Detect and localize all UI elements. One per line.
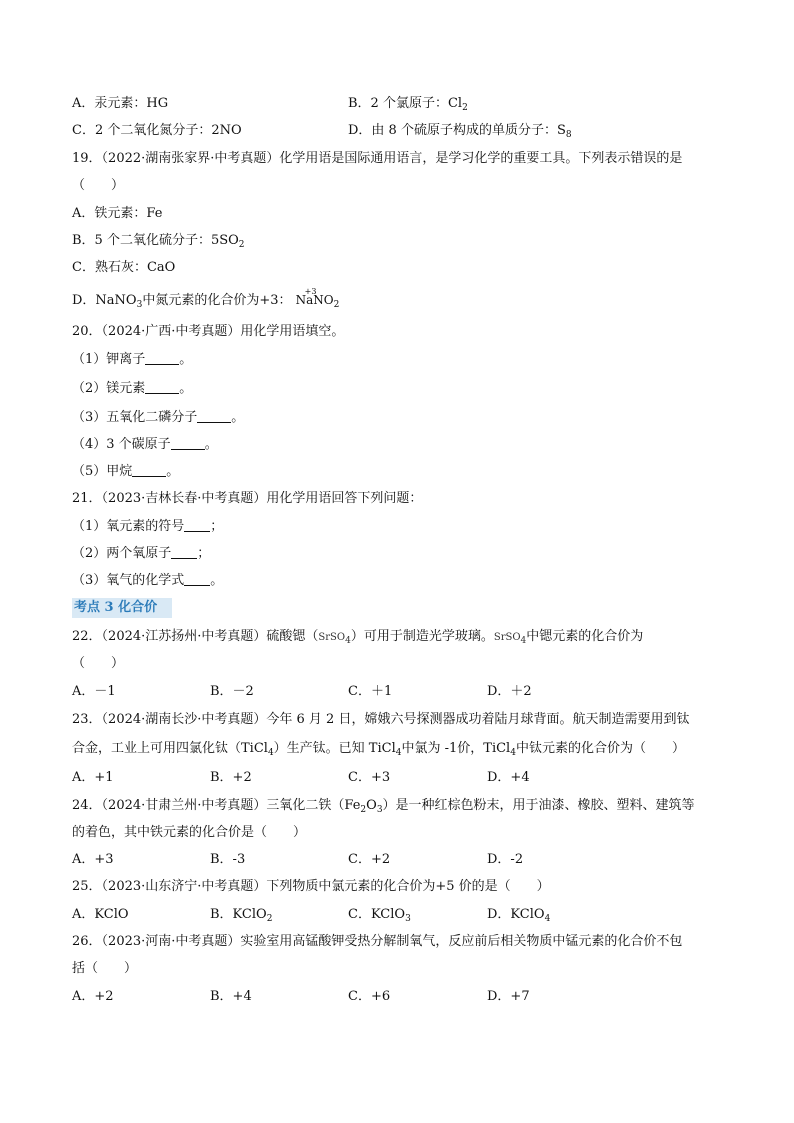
q22-option-c: C．＋1	[348, 684, 393, 699]
answer-blank[interactable]	[184, 519, 210, 532]
q22-option-d: D．＋2	[487, 684, 532, 699]
q24-option-d: D．-2	[487, 852, 524, 867]
q24-line-2: 的着色，其中铁元素的化合价是（ ）	[72, 825, 307, 840]
q24-option-b: B．-3	[210, 852, 246, 867]
section-heading: 考点 3 化合价	[72, 598, 172, 618]
q25-option-d: D．KClO$_4$	[487, 907, 551, 924]
answer-blank[interactable]	[184, 573, 210, 586]
q22-paren: （ ）	[72, 656, 125, 671]
q26-line-2: 括（ ）	[72, 961, 138, 976]
answer-blank[interactable]	[145, 352, 179, 365]
q26-option-c: C．+6	[348, 989, 391, 1004]
q19-option-b: B．5 个二氧化硫分子：$5SO_2$	[72, 233, 245, 250]
nano2-formula: NaN +3 $O_2$	[295, 287, 340, 310]
q23-line-1: 23．（2024·湖南长沙·中考真题）今年 6 月 2 日，嫦娥六号探测器成功着陆月球背面。航天制造需要用到钛	[72, 712, 690, 727]
q20-item-2: （2）镁元素 。	[72, 381, 193, 396]
q23-option-b: B．+2	[210, 770, 252, 785]
q26-option-b: B．+4	[210, 989, 252, 1004]
q19-paren: （ ）	[72, 178, 125, 193]
q22-stem: 22．（2024·江苏扬州·中考真题）硫酸锶（SrSO$_4$）可用于制造光学玻璃。SrSO$_4$中锶元素的化合价为	[72, 629, 644, 646]
q22-option-a: A．－1	[72, 684, 116, 699]
q20-item-5: （5）甲烷 。	[72, 464, 180, 479]
q26-option-d: D．+7	[487, 989, 530, 1004]
q22-option-b: B．－2	[210, 684, 254, 699]
q19-option-a: A．铁元素：Fe	[72, 206, 163, 221]
answer-blank[interactable]	[132, 464, 166, 477]
q20-stem: 20．（2024·广西·中考真题）用化学用语填空。	[72, 324, 345, 339]
q23-line-2: 合金，工业上可用四氯化钛（TiCl$_4$）生产钛。已知 TiCl$_4$中氯为 -1价，TiCl$_4$中钛元素的化合价为（ ）	[72, 741, 685, 758]
q21-item-3: （3）氧气的化学式 。	[72, 573, 224, 588]
q25-stem: 25．（2023·山东济宁·中考真题）下列物质中氯元素的化合价为+5 价的是（ ）	[72, 879, 550, 894]
q25-option-c: C．KClO$_3$	[348, 907, 411, 924]
q19-option-c: C．熟石灰：CaO	[72, 260, 176, 275]
q23-option-a: A．+1	[72, 770, 114, 785]
q18-option-a: A．汞元素：HG	[72, 96, 169, 111]
q19-stem: 19．（2022·湖南张家界·中考真题）化学用语是国际通用语言，是学习化学的重要工具。下列表示错误的是	[72, 151, 683, 166]
q18-option-d: D．由 8 个硫原子构成的单质分子：$S_8$	[348, 123, 572, 140]
answer-blank[interactable]	[145, 381, 179, 394]
answer-blank[interactable]	[197, 410, 231, 423]
q26-option-a: A．+2	[72, 989, 114, 1004]
q20-item-4: （4）3 个碳原子 。	[72, 437, 218, 452]
answer-blank[interactable]	[171, 546, 197, 559]
q21-stem: 21．（2023·吉林长春·中考真题）用化学用语回答下列问题：	[72, 491, 423, 506]
q21-item-1: （1）氧元素的符号 ；	[72, 519, 224, 534]
q18-option-c: C．2 个二氧化氮分子：2NO	[72, 123, 242, 138]
q25-option-b: B．KClO$_2$	[210, 907, 273, 924]
q21-item-2: （2）两个氧原子 ；	[72, 546, 211, 561]
q18-option-b: B．2 个氯原子：$Cl_2$	[348, 96, 468, 113]
q20-item-3: （3）五氧化二磷分子 。	[72, 410, 245, 425]
q20-item-1: （1）钾离子 。	[72, 352, 193, 367]
q23-option-c: C．+3	[348, 770, 391, 785]
q24-option-c: C．+2	[348, 852, 391, 867]
q26-line-1: 26．（2023·河南·中考真题）实验室用高锰酸钾受热分解制氧气，反应前后相关物质中锰元素的化合价不包	[72, 934, 683, 949]
q23-option-d: D．+4	[487, 770, 530, 785]
answer-blank[interactable]	[171, 437, 205, 450]
q24-option-a: A．+3	[72, 852, 114, 867]
q24-line-1: 24．（2024·甘肃兰州·中考真题）三氧化二铁$(Fe_2O_3)$是一种红棕色粉末，用于油漆、橡胶、塑料、建筑等	[72, 798, 695, 815]
q25-option-a: A．KClO	[72, 907, 129, 922]
q19-option-d: D．NaNO$_3$中氮元素的化合价为+3： NaN +3 $O_2$	[72, 287, 340, 310]
